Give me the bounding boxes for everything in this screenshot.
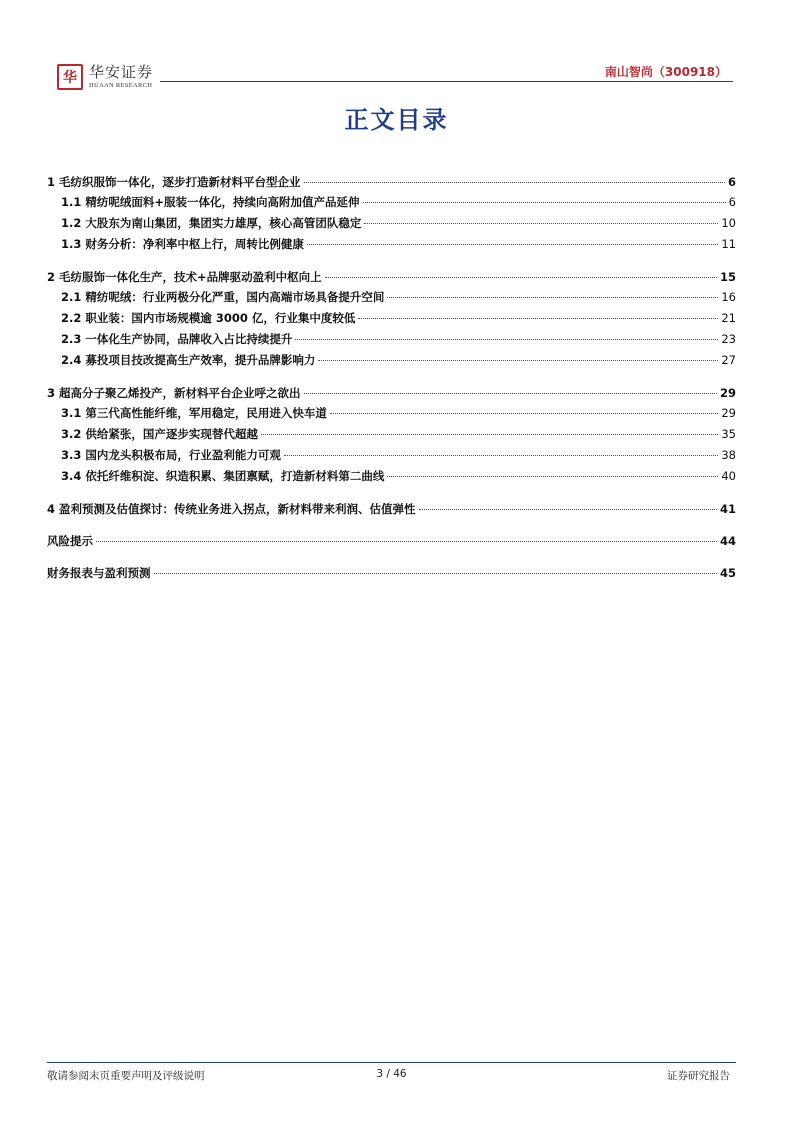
toc-leader-dots	[419, 509, 717, 510]
footer-divider	[47, 1062, 736, 1063]
toc-entry-page: 10	[721, 216, 736, 230]
toc-entry-number: 3.4	[61, 469, 82, 483]
toc-entry[interactable]	[47, 215, 736, 236]
toc-entry-page: 27	[721, 353, 736, 367]
toc-entry-page: 11	[721, 237, 736, 251]
toc-entry[interactable]	[47, 331, 736, 352]
toc-entry-number: 1.3	[61, 237, 82, 251]
toc-leader-dots	[318, 360, 718, 361]
toc-entry-page: 15	[719, 270, 736, 284]
toc-entry-number: 2	[47, 270, 56, 284]
toc-entry[interactable]	[47, 533, 736, 549]
toc-entry[interactable]	[47, 236, 736, 257]
toc-leader-dots	[304, 182, 725, 183]
toc-entry-page: 6	[727, 175, 736, 189]
toc-entry-title: 财务报表与盈利预测	[47, 566, 151, 580]
page-number: 3 / 46	[376, 1068, 407, 1080]
logo-name-en: HUAAN RESEARCH	[89, 81, 153, 89]
toc-entry-number: 3.3	[61, 448, 82, 462]
toc-entry-title: 第三代高性能纤维，军用稳定，民用进入快车道	[85, 406, 327, 420]
company-logo	[57, 64, 153, 90]
toc-leader-dots	[358, 318, 718, 319]
toc-entry-page: 16	[721, 290, 736, 304]
toc-entry-number: 4	[47, 502, 56, 516]
header-divider	[160, 81, 733, 82]
toc-leader-dots	[364, 223, 718, 224]
toc-leader-dots	[387, 476, 718, 477]
toc-entry-title: 超高分子聚乙烯投产，新材料平台企业呼之欲出	[59, 386, 301, 400]
toc-entry[interactable]	[47, 501, 736, 517]
toc-entry[interactable]	[47, 405, 736, 426]
toc-leader-dots	[330, 413, 718, 414]
toc-entry[interactable]	[47, 310, 736, 331]
toc-entry[interactable]	[47, 468, 736, 489]
toc-entry-number: 1.2	[61, 216, 82, 230]
disclaimer-note: 敬请参阅末页重要声明及评级说明	[47, 1070, 205, 1082]
toc-entry-page: 38	[721, 448, 736, 462]
toc-entry-title: 募投项目技改提高生产效率，提升品牌影响力	[85, 353, 316, 367]
page-title: 正文目录	[344, 105, 449, 134]
toc-entry-number: 3.2	[61, 427, 82, 441]
toc-leader-dots	[261, 434, 718, 435]
toc-entry-number: 3.1	[61, 406, 82, 420]
toc-entry-title: 毛纺服饰一体化生产，技术+品牌驱动盈利中枢向上	[59, 270, 322, 284]
toc-leader-dots	[363, 202, 726, 203]
toc-entry-title: 一体化生产协同，品牌收入占比持续提升	[85, 332, 293, 346]
toc-entry[interactable]	[47, 565, 736, 581]
toc-entry-title: 大股东为南山集团，集团实力雄厚，核心高管团队稳定	[85, 216, 362, 230]
toc-entry-number: 2.2	[61, 311, 82, 325]
company-ticker: 南山智尚（300918）	[604, 65, 727, 79]
toc-entry-page: 6	[728, 195, 736, 209]
toc-entry-title: 国内龙头积极布局，行业盈利能力可观	[85, 448, 281, 462]
toc-entry-number: 3	[47, 386, 56, 400]
toc-entry[interactable]	[47, 174, 736, 190]
toc-entry[interactable]	[47, 447, 736, 468]
toc-entry[interactable]	[47, 289, 736, 310]
toc-entry-title: 盈利预测及估值探讨：传统业务进入拐点，新材料带来利润、估值弹性	[59, 502, 416, 516]
toc-entry-title: 职业装：国内市场规模逾 3000 亿，行业集中度较低	[85, 311, 356, 325]
toc-entry-number: 2.3	[61, 332, 82, 346]
toc-entry-page: 44	[719, 534, 736, 548]
toc-entry-number: 2.1	[61, 290, 82, 304]
report-type: 证券研究报告	[667, 1070, 730, 1082]
toc-entry-page: 41	[719, 502, 736, 516]
toc-entry-number: 1	[47, 175, 56, 189]
toc-entry-number: 1.1	[61, 195, 82, 209]
toc-entry-page: 40	[721, 469, 736, 483]
toc-entry-title: 依托纤维积淀、织造积累、集团禀赋，打造新材料第二曲线	[85, 469, 385, 483]
toc-entry-title: 风险提示	[47, 534, 93, 548]
toc-entry-page: 45	[719, 566, 736, 580]
toc-entry-title: 精纺呢绒面料+服装一体化，持续向高附加值产品延伸	[85, 195, 360, 209]
toc-leader-dots	[387, 297, 718, 298]
toc-leader-dots	[307, 244, 718, 245]
toc-entry-page: 29	[721, 406, 736, 420]
toc-leader-dots	[154, 573, 717, 574]
toc-leader-dots	[325, 277, 717, 278]
toc-leader-dots	[295, 339, 718, 340]
toc-entry-title: 毛纺织服饰一体化，逐步打造新材料平台型企业	[59, 175, 301, 189]
toc-entry[interactable]	[47, 385, 736, 401]
logo-name-cn: 华安证券	[89, 62, 154, 81]
toc-entry-page: 23	[721, 332, 736, 346]
toc-entry[interactable]	[47, 194, 736, 215]
toc-leader-dots	[284, 455, 718, 456]
toc-entry-page: 29	[719, 386, 736, 400]
toc-leader-dots	[96, 541, 717, 542]
toc-entry-page: 35	[721, 427, 736, 441]
toc-entry-number: 2.4	[61, 353, 82, 367]
toc-entry[interactable]	[47, 426, 736, 447]
toc-entry[interactable]	[47, 352, 736, 373]
toc-leader-dots	[304, 393, 717, 394]
table-of-contents	[47, 168, 736, 585]
toc-entry-title: 财务分析：净利率中枢上行，周转比例健康	[85, 237, 304, 251]
toc-entry[interactable]	[47, 269, 736, 285]
logo-seal: 华	[57, 64, 83, 90]
toc-entry-page: 21	[721, 311, 736, 325]
toc-entry-title: 精纺呢绒：行业两极分化严重，国内高端市场具备提升空间	[85, 290, 385, 304]
toc-entry-title: 供给紧张，国产逐步实现替代超越	[85, 427, 258, 441]
